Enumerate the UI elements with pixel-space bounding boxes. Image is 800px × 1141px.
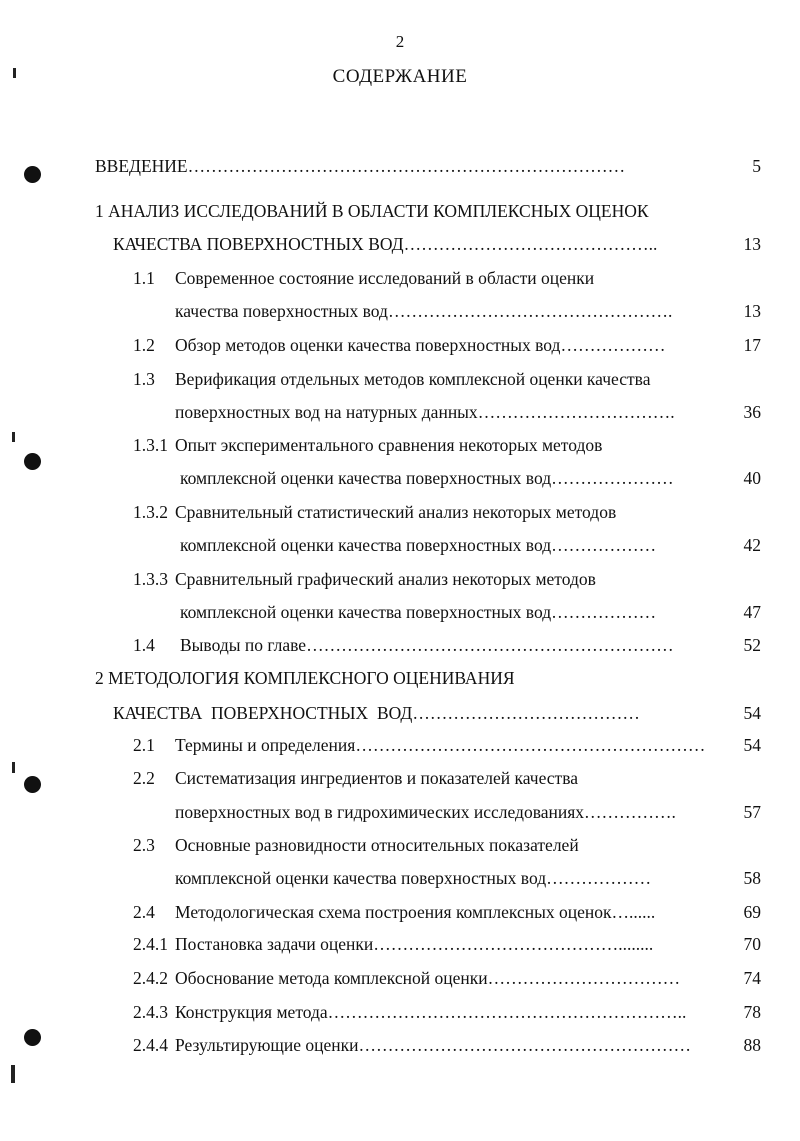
toc-page-number: 54 [743, 703, 761, 723]
toc-entry[interactable]: 2.4 Методологическая схема построения комплексных оценок…...... 69 [133, 902, 761, 922]
toc-page-number: 13 [743, 234, 761, 254]
binder-hole-icon [24, 776, 41, 793]
toc-page-number: 52 [743, 635, 761, 655]
toc-section-number: 2.4.3 [133, 1002, 168, 1022]
toc-entry[interactable]: 1.3.2 Сравнительный статистический анализ некоторых методов [133, 502, 617, 522]
toc-page-number: 74 [743, 968, 761, 988]
toc-title: СОДЕРЖАНИЕ [332, 66, 468, 87]
toc-section-number: 2.4.2 [133, 968, 168, 988]
toc-entry[interactable]: 2.1 Термины и определения…………………………………………………… 54 [133, 735, 761, 755]
toc-page-number: 57 [743, 802, 761, 822]
toc-entry[interactable]: КАЧЕСТВА ПОВЕРХНОСТНЫХ ВОД………………………………… 54 [113, 703, 761, 723]
toc-page-number: 69 [743, 902, 761, 922]
binder-hole-icon [24, 1029, 41, 1046]
scan-mark-icon [11, 1065, 15, 1083]
toc-page-number: 5 [752, 156, 761, 176]
toc-entry[interactable]: 2 МЕТОДОЛОГИЯ КОМПЛЕКСНОГО ОЦЕНИВАНИЯ [95, 668, 515, 688]
toc-section-number: 1.3.2 [133, 502, 168, 522]
toc-section-number: 2.4.4 [133, 1035, 168, 1055]
toc-entry[interactable]: 1.1 Современное состояние исследований в области оценки [133, 268, 595, 288]
toc-section-number: 2.3 [133, 835, 155, 855]
toc-entry[interactable]: 2.4.4 Результирующие оценки………………………………………………… 88 [133, 1035, 761, 1055]
binder-hole-icon [24, 453, 41, 470]
toc-entry[interactable]: 2.4.3 Конструкция метода…………………………………………………….. 78 [133, 1002, 761, 1022]
toc-entry[interactable]: 1.3.1 Опыт экспериментального сравнения некоторых методов [133, 435, 603, 455]
scan-mark-icon [12, 432, 15, 442]
toc-entry[interactable]: качества поверхностных вод…………………………………………. 13 [175, 301, 761, 321]
page-number: 2 [395, 32, 405, 51]
toc-page-number: 40 [743, 468, 761, 488]
toc-entry[interactable]: комплексной оценки качества поверхностных вод……………… 47 [180, 602, 761, 622]
toc-page-number: 54 [743, 735, 761, 755]
toc-section-number: 1.2 [133, 335, 155, 355]
toc-page-number: 17 [743, 335, 761, 355]
toc-section-number: 1.4 [133, 635, 155, 655]
toc-entry[interactable]: 2.4.1 Постановка задачи оценки……………………………………........ 70 [133, 934, 761, 954]
toc-entry[interactable]: комплексной оценки качества поверхностных вод……………… 58 [175, 868, 761, 888]
toc-entry[interactable]: поверхностных вод на натурных данных……………………………. 36 [175, 402, 761, 422]
toc-section-number: 1.1 [133, 268, 155, 288]
toc-entry[interactable]: 1 АНАЛИЗ ИССЛЕДОВАНИЙ В ОБЛАСТИ КОМПЛЕКСНЫХ ОЦЕНОК [95, 201, 649, 221]
toc-page-number: 78 [743, 1002, 761, 1022]
binder-hole-icon [24, 166, 41, 183]
toc-entry[interactable]: 1.3.3 Сравнительный графический анализ некоторых методов [133, 569, 596, 589]
toc-section-number: 2.4 [133, 902, 155, 922]
toc-section-number: 2.4.1 [133, 934, 168, 954]
toc-page-number: 88 [743, 1035, 761, 1055]
toc-section-number: 1.3.1 [133, 435, 168, 455]
toc-section-number: 2.1 [133, 735, 155, 755]
toc-entry[interactable]: 1.4 Выводы по главе……………………………………………………… 52 [133, 635, 761, 655]
toc-section-number: 1.3.3 [133, 569, 168, 589]
toc-page-number: 36 [743, 402, 761, 422]
toc-page-number: 13 [743, 301, 761, 321]
toc-section-number: 2.2 [133, 768, 155, 788]
toc-entry[interactable]: поверхностных вод в гидрохимических исследованиях……………. 57 [175, 802, 761, 822]
toc-entry[interactable]: 2.4.2 Обоснование метода комплексной оценки…………………………… 74 [133, 968, 761, 988]
toc-page-number: 70 [743, 934, 761, 954]
scan-mark-icon [13, 68, 16, 78]
toc-page-number: 42 [743, 535, 761, 555]
toc-entry[interactable]: 2.2 Систематизация ингредиентов и показателей качества [133, 768, 579, 788]
toc-entry[interactable]: КАЧЕСТВА ПОВЕРХНОСТНЫХ ВОД…………………………………….. 13 [113, 234, 761, 254]
toc-entry[interactable]: 1.2 Обзор методов оценки качества поверхностных вод……………… 17 [133, 335, 761, 355]
toc-entry[interactable]: 2.3 Основные разновидности относительных показателей [133, 835, 579, 855]
toc-entry[interactable]: 1.3 Верификация отдельных методов комплексной оценки качества [133, 369, 651, 389]
toc-page-number: 47 [743, 602, 761, 622]
toc-entry[interactable]: ВВЕДЕНИЕ………………………………………………………………… 5 [95, 156, 761, 176]
toc-section-number: 1.3 [133, 369, 155, 389]
scan-mark-icon [12, 762, 15, 773]
toc-page-number: 58 [743, 868, 761, 888]
toc-entry[interactable]: комплексной оценки качества поверхностных вод……………… 42 [180, 535, 761, 555]
toc-entry[interactable]: комплексной оценки качества поверхностных вод………………… 40 [180, 468, 761, 488]
